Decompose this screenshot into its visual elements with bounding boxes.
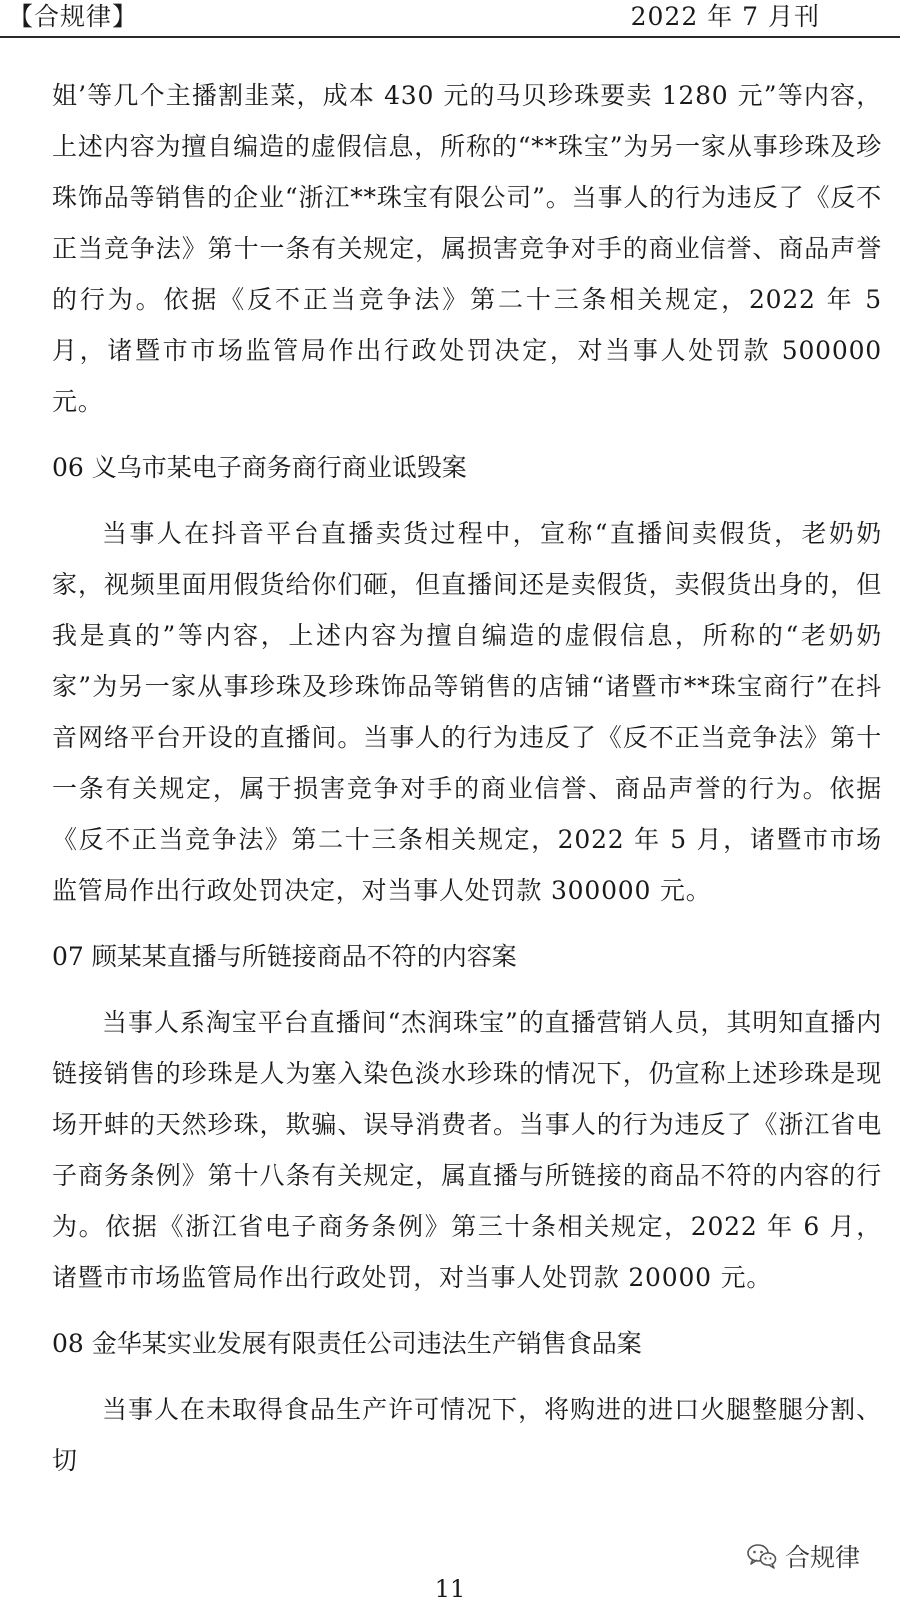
paragraph-case-06: 当事人在抖音平台直播卖货过程中，宣称“直播间卖假货，老奶奶家，视频里面用假货给你们砸，但直播间还是卖假货，卖假货出身的，但我是真的”等内容，上述内容为擅自编造的虚假信息，所称的“老奶奶家”为另一家从事珍珠及珍珠饰品等销售的店铺“诸暨市**珠宝商行”在抖音网络平台开设的直播间。当事人的行为违反了《反不正当竞争法》第十一条有关规定，属于损害竞争对手的商业信誉、商品声誉的行为。依据《反不正当竞争法》第二十三条相关规定，2022 年 5 月，诸暨市市场监管局作出行政处罚决定，对当事人处罚款 300000 元。 bbox=[52, 519, 882, 905]
wechat-watermark bbox=[747, 1538, 860, 1574]
paragraph-case-07: 当事人系淘宝平台直播间“杰润珠宝”的直播营销人员，其明知直播内链接销售的珍珠是人为塞入染色淡水珍珠的情况下，仍宣称上述珍珠是现场开蚌的天然珍珠，欺骗、误导消费者。当事人的行为违反了《浙江省电子商务条例》第十八条有关规定，属直播与所链接的商品不符的内容的行为。依据《浙江省电子商务条例》第三十条相关规定，2022 年 6 月，诸暨市市场监管局作出行政处罚，对当事人处罚款 20000 元。 bbox=[52, 1008, 882, 1292]
document-body bbox=[52, 70, 882, 1501]
watermark-label: 合规律 bbox=[784, 1543, 860, 1572]
case-heading-08: 08 金华某实业发展有限责任公司违法生产销售食品案 bbox=[52, 1329, 642, 1358]
wechat-icon bbox=[747, 1543, 777, 1569]
paragraph-continued-case-05: 姐’等几个主播割韭菜，成本 430 元的马贝珍珠要卖 1280 元”等内容，上述内容为擅自编造的虚假信息，所称的“**珠宝”为另一家从事珍珠及珍珠饰品等销售的企业“浙江**珠宝有限公司”。当事人的行为违反了《反不正当竞争法》第十一条有关规定，属损害竞争对手的商业信誉、商品声誉的行为。依据《反不正当竞争法》第二十三条相关规定，2022 年 5 月，诸暨市市场监管局作出行政处罚决定，对当事人处罚款 500000 元。 bbox=[52, 81, 882, 416]
case-heading-06: 06 义乌市某电子商务商行商业诋毁案 bbox=[52, 453, 467, 482]
case-heading-07: 07 顾某某直播与所链接商品不符的内容案 bbox=[52, 942, 517, 971]
header-journal-name: 【合规律】 bbox=[8, 2, 139, 31]
paragraph-case-08: 当事人在未取得食品生产许可情况下，将购进的进口火腿整腿分割、切 bbox=[52, 1395, 882, 1475]
header-issue-date: 2022 年 7 月刊 bbox=[630, 2, 820, 31]
page-number: 11 bbox=[434, 1575, 466, 1603]
header-divider bbox=[0, 36, 900, 38]
